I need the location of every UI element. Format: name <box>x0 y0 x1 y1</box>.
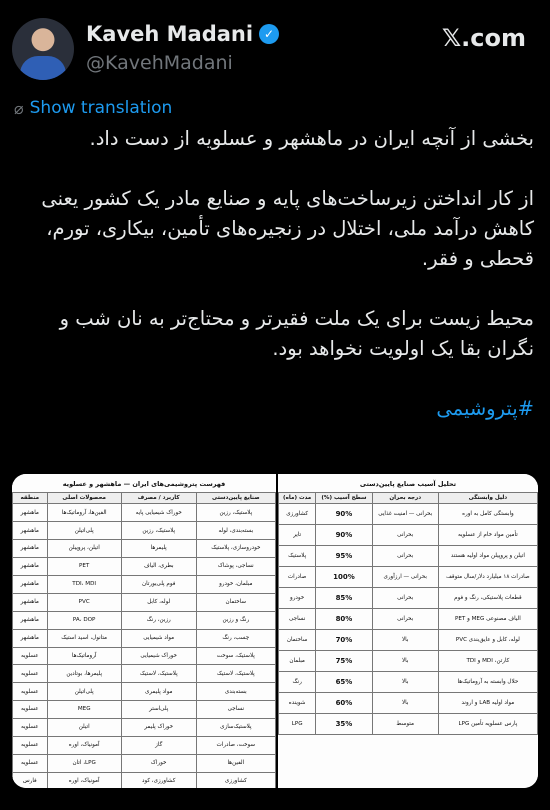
table-cell: پلاستیک‌سازی <box>196 719 275 737</box>
table-cell: کشاورزی <box>279 504 316 525</box>
table-cell: بحرانی — امنیت غذایی <box>372 504 438 525</box>
table-cell: عسلویه <box>13 754 48 772</box>
table-cell: 85% <box>316 588 372 609</box>
table-cell: PET <box>47 558 121 576</box>
table-cell: خوراک <box>121 754 196 772</box>
table-cell: آروماتیک‌ها <box>47 647 121 665</box>
author-handle[interactable]: @KavehMadani <box>86 52 233 74</box>
table-cell: مواد پلیمری <box>121 683 196 701</box>
tweet-header <box>12 14 538 84</box>
table-cell: عسلویه <box>13 701 48 719</box>
table-cell: ساختمان <box>196 593 275 611</box>
table-row <box>279 588 538 609</box>
column-header: صنایع پایین‌دستی <box>196 493 275 504</box>
tweet-paragraph-1: بخشی از آنچه ایران در ماهشهر و عسلویه از دست داد. <box>89 127 534 150</box>
hashtag-link[interactable]: #پتروشیمی <box>436 397 534 420</box>
table-row <box>279 651 538 672</box>
table-row <box>13 647 276 665</box>
table-row <box>13 683 276 701</box>
table-cell: صادرات ۱۸ میلیارد دلار/سال متوقف <box>438 567 537 588</box>
table-cell: اتیلن <box>47 719 121 737</box>
table-cell: پلی‌اتیلن <box>47 683 121 701</box>
table-cell: چسب، رنگ <box>196 629 275 647</box>
column-header: سطح آسیب (%) <box>316 493 372 504</box>
table-cell: تایر <box>279 525 316 546</box>
column-header: مدت (ماه) <box>279 493 316 504</box>
table-row <box>279 546 538 567</box>
table-row <box>13 772 276 788</box>
table-cell: الفین‌ها <box>196 754 275 772</box>
table-row <box>13 719 276 737</box>
table-cell: اتیلن، پروپیلن <box>47 540 121 558</box>
table-cell: عسلویه <box>13 665 48 683</box>
table-row <box>279 630 538 651</box>
column-header: دلیل وابستگی <box>438 493 537 504</box>
table-row <box>13 754 276 772</box>
table-row <box>279 609 538 630</box>
table-cell: پلی‌استر <box>121 701 196 719</box>
verified-badge-icon: ✓ <box>259 24 279 44</box>
table-cell: ساختمان <box>279 630 316 651</box>
table-row <box>13 593 276 611</box>
table-row <box>279 504 538 525</box>
show-translation-link[interactable] <box>14 98 172 118</box>
damage-analysis-document <box>278 474 538 788</box>
table-cell: پلاستیک، رزین <box>196 504 275 522</box>
petrochemical-list-document <box>12 474 278 788</box>
table-cell: فارس <box>13 772 48 788</box>
table-cell: سوخت، صادرات <box>196 737 275 755</box>
table-cell: بسته‌بندی <box>196 683 275 701</box>
table-cell: کشاورزی <box>196 772 275 788</box>
table-cell: PVC <box>47 593 121 611</box>
table-cell: 90% <box>316 525 372 546</box>
table-row <box>13 737 276 755</box>
table-cell: قطعات پلاستیکی، رنگ و فوم <box>438 588 537 609</box>
table-cell: لوله، کابل و عایق‌بندی PVC <box>438 630 537 651</box>
tweet-text <box>14 124 534 454</box>
tweet-paragraph-2: از کار انداختن زیرساخت‌های پایه و صنایع مادر یک کشور یعنی کاهش درآمد ملی، اختلال در زنجیره‌های تأمین، بیکاری، تورم، قحطی و فقر. <box>41 187 534 270</box>
table-row <box>13 611 276 629</box>
table-cell: 60% <box>316 693 372 714</box>
table-row <box>279 525 538 546</box>
table-cell: ماهشهر <box>13 611 48 629</box>
table-cell: بالا <box>372 651 438 672</box>
table-cell: خوراک شیمیایی <box>121 647 196 665</box>
table-cell: گاز <box>121 737 196 755</box>
table-cell: 75% <box>316 651 372 672</box>
column-header: کاربرد / مصرف <box>121 493 196 504</box>
table-cell: متانول، اسید استیک <box>47 629 121 647</box>
table-cell: پلی‌اتیلن <box>47 522 121 540</box>
table-cell: پلیمرها، بوتادین <box>47 665 121 683</box>
table-cell: خوراک شیمیایی پایه <box>121 504 196 522</box>
table-cell: عسلویه <box>13 737 48 755</box>
doc-left-title: فهرست پتروشیمی‌های ایران — ماهشهر و عسلویه <box>62 480 226 488</box>
table-cell: پلاستیک، سوخت <box>196 647 275 665</box>
table-cell: نساجی، پوشاک <box>196 558 275 576</box>
table-cell: بحرانی <box>372 525 438 546</box>
table-cell: عسلویه <box>13 647 48 665</box>
table-cell: مبلمان، خودرو <box>196 575 275 593</box>
table-row <box>13 629 276 647</box>
table-cell: شوینده <box>279 693 316 714</box>
table-cell: بالا <box>372 630 438 651</box>
table-cell: 80% <box>316 609 372 630</box>
column-header: منطقه <box>13 493 48 504</box>
table-cell: وابستگی کامل به اوره <box>438 504 537 525</box>
tweet-paragraph-3: محیط زیست برای یک ملت فقیرتر و محتاج‌تر به نان شب و نگران بقا یک اولویت نخواهد بود. <box>59 307 534 360</box>
table-row <box>13 665 276 683</box>
table-row <box>13 558 276 576</box>
table-cell: تأمین مواد خام از عسلویه <box>438 525 537 546</box>
table-cell: پلاستیک، لاستیک <box>121 665 196 683</box>
table-cell: بحرانی <box>372 546 438 567</box>
table-row <box>13 701 276 719</box>
table-cell: LPG، اتان <box>47 754 121 772</box>
table-cell: ماهشهر <box>13 540 48 558</box>
table-cell: رنگ <box>279 672 316 693</box>
table-cell: 95% <box>316 546 372 567</box>
table-cell: LPG <box>279 714 316 735</box>
table-cell: عسلویه <box>13 719 48 737</box>
table-cell: بحرانی — ارزآوری <box>372 567 438 588</box>
table-cell: پلاستیک، رزین <box>121 522 196 540</box>
table-cell: مواد اولیه LAB و اروند <box>438 693 537 714</box>
table-cell: پلیمرها <box>121 540 196 558</box>
table-cell: آمونیاک، اوره <box>47 772 121 788</box>
table-cell: رزین، رنگ <box>121 611 196 629</box>
table-cell: ماهشهر <box>13 593 48 611</box>
table-cell: صادرات <box>279 567 316 588</box>
table-cell: ماهشهر <box>13 504 48 522</box>
table-cell: بالا <box>372 672 438 693</box>
table-cell: TDI، MDI <box>47 575 121 593</box>
table-cell: خودروسازی، پلاستیک <box>196 540 275 558</box>
doc-right-title: تحلیل آسیب صنایع پایین‌دستی <box>359 480 457 488</box>
table-cell: خودرو <box>279 588 316 609</box>
table-row <box>279 567 538 588</box>
table-row <box>279 714 538 735</box>
translate-icon: ⌀ <box>14 98 24 118</box>
table-cell: PA، DOP <box>47 611 121 629</box>
table-cell: الیاف مصنوعی MEG و PET <box>438 609 537 630</box>
table-cell: 90% <box>316 504 372 525</box>
table-cell: ماهشهر <box>13 629 48 647</box>
table-cell: ماهشهر <box>13 575 48 593</box>
table-cell: کارتن، MDI و TDI <box>438 651 537 672</box>
table-cell: ماهشهر <box>13 558 48 576</box>
table-cell: بطری، الیاف <box>121 558 196 576</box>
author-name-row <box>86 22 279 46</box>
table-cell: اتیلن و پروپیلن مواد اولیه هستند <box>438 546 537 567</box>
tweet-media[interactable] <box>12 474 538 788</box>
table-cell: نساجی <box>196 701 275 719</box>
table-row <box>279 693 538 714</box>
table-cell: بسته‌بندی، لوله <box>196 522 275 540</box>
table-cell: مبلمان <box>279 651 316 672</box>
table-cell: حلال وابسته به آروماتیک‌ها <box>438 672 537 693</box>
table-cell: پلاستیک <box>279 546 316 567</box>
table-cell: آمونیاک، اوره <box>47 737 121 755</box>
author-display-name[interactable]: Kaveh Madani <box>86 22 254 46</box>
table-cell: 35% <box>316 714 372 735</box>
table-cell: کشاورزی، کود <box>121 772 196 788</box>
table-cell: خوراک پلیمر <box>121 719 196 737</box>
table-row <box>13 504 276 522</box>
table-cell: مواد شیمیایی <box>121 629 196 647</box>
table-cell: 70% <box>316 630 372 651</box>
table-row <box>13 575 276 593</box>
column-header: محصولات اصلی <box>47 493 121 504</box>
table-cell: بحرانی <box>372 588 438 609</box>
table-cell: پارس عسلویه تأمین LPG <box>438 714 537 735</box>
table-cell: الفین‌ها، آروماتیک‌ها <box>47 504 121 522</box>
table-cell: متوسط <box>372 714 438 735</box>
x-logo: 𝕏.com <box>441 24 526 52</box>
table-cell: عسلویه <box>13 683 48 701</box>
table-cell: رنگ و رزین <box>196 611 275 629</box>
table-row <box>13 522 276 540</box>
table-cell: MEG <box>47 701 121 719</box>
table-cell: بالا <box>372 693 438 714</box>
table-cell: فوم پلی‌یورتان <box>121 575 196 593</box>
table-row <box>279 672 538 693</box>
table-cell: ماهشهر <box>13 522 48 540</box>
table-cell: 100% <box>316 567 372 588</box>
table-cell: بحرانی <box>372 609 438 630</box>
show-translation-label: Show translation <box>29 98 173 118</box>
petrochemical-table <box>12 492 276 788</box>
table-cell: پلاستیک، لاستیک <box>196 665 275 683</box>
avatar[interactable] <box>12 18 74 80</box>
damage-table <box>278 492 538 735</box>
table-cell: نساجی <box>279 609 316 630</box>
column-header: درجه بحران <box>372 493 438 504</box>
table-row <box>13 540 276 558</box>
table-cell: 65% <box>316 672 372 693</box>
table-cell: لوله، کابل <box>121 593 196 611</box>
